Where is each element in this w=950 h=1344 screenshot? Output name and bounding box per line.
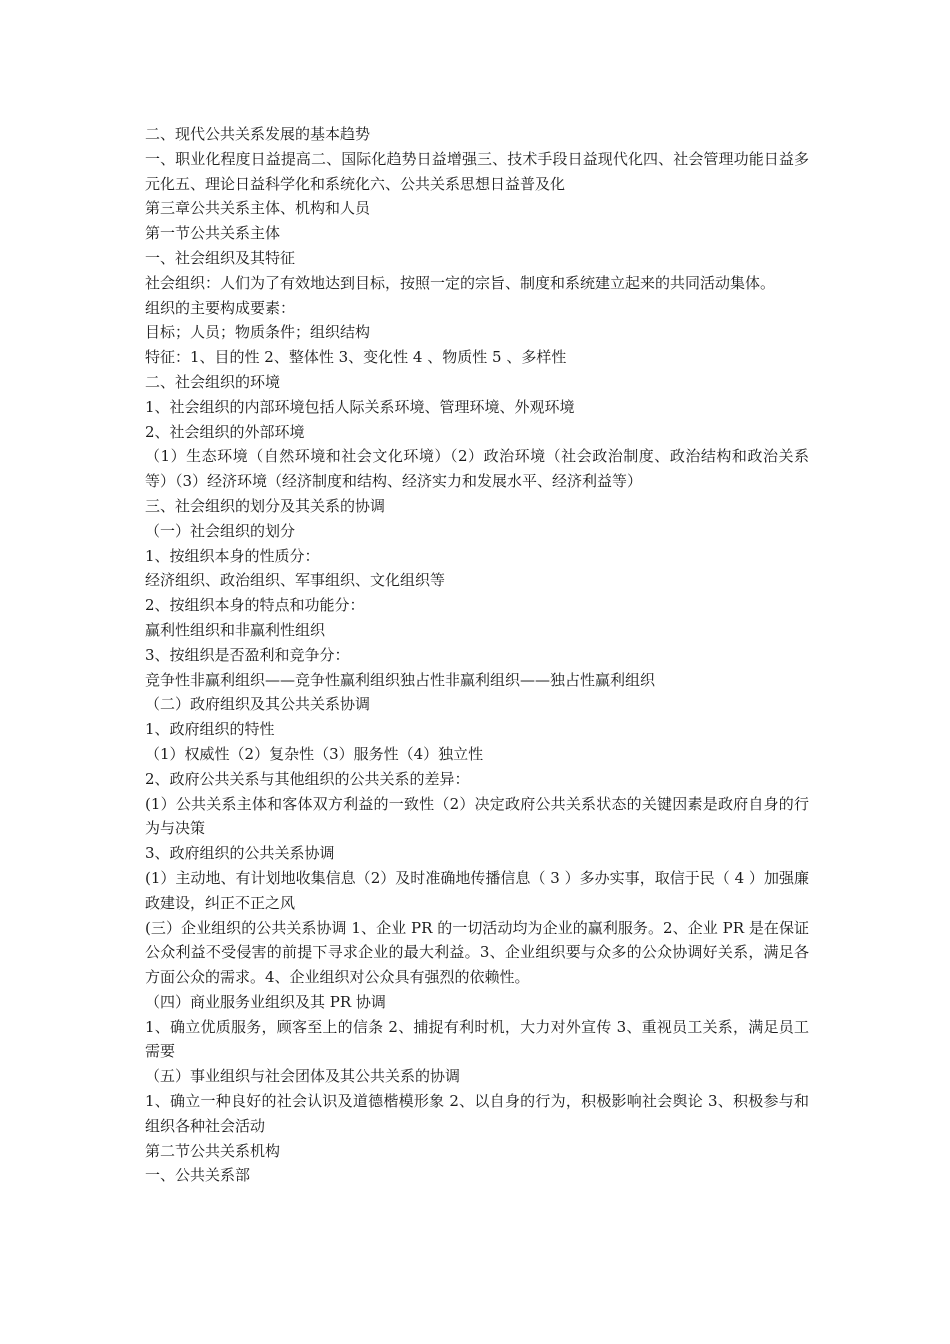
body-text: 特征：1、目的性 2、整体性 3、变化性 4 、物质性 5 、多样性 <box>145 348 567 367</box>
body-text: 1、确立一种良好的社会认识及道德楷模形象 2、以自身的行为，积极影响社会舆论 3、积极参与和组织各种社会活动 <box>145 1092 809 1135</box>
body-text: 赢利性组织和非赢利性组织 <box>145 620 326 639</box>
body-text: 竞争性非赢利组织——竞争性赢利组织独占性非赢利组织——独占性赢利组织 <box>145 670 656 689</box>
document-page <box>145 122 809 1188</box>
body-text: 2、政府公共关系与其他组织的公共关系的差异： <box>145 769 470 788</box>
sub-heading: （二）政府组织及其公共关系协调 <box>145 695 371 714</box>
body-text: 1、确立优质服务，顾客至上的信条 2、捕捉有利时机，大力对外宣传 3、重视员工关系，满足员工需要 <box>145 1017 809 1061</box>
section-title: 第一节公共关系主体 <box>145 224 281 243</box>
subsection-heading: 二、社会组织的环境 <box>145 372 281 391</box>
body-text: 2、社会组织的外部环境 <box>145 422 305 441</box>
section-title: 第二节公共关系机构 <box>145 1141 281 1160</box>
chapter-title: 第三章公共关系主体、机构和人员 <box>145 199 371 218</box>
body-text: 3、按组织是否盈利和竞争分： <box>145 645 350 664</box>
sub-heading: （五）事业组织与社会团体及其公共关系的协调 <box>145 1067 461 1086</box>
definition-paragraph: 社会组织：人们为了有效地达到目标，按照一定的宗旨、制度和系统建立起来的共同活动集体。 <box>145 273 776 292</box>
body-text: (1）公共关系主体和客体双方利益的一致性（2）决定政府公共关系状态的关键因素是政府自身的行为与决策 <box>145 794 809 838</box>
body-text: 1、政府组织的特性 <box>145 720 275 739</box>
sub-heading: （四）商业服务业组织及其 PR 协调 <box>145 992 386 1011</box>
body-text: 1、按组织本身的性质分： <box>145 546 320 565</box>
trend-list: 一、职业化程度日益提高二、国际化趋势日益增强三、技术手段日益现代化四、社会管理功能日益多元化五、理论日益科学化和系统化六、公共关系思想日益普及化 <box>145 149 809 193</box>
body-text: （1）权威性（2）复杂性（3）服务性（4）独立性 <box>145 744 484 763</box>
sub-heading: （一）社会组织的划分 <box>145 521 296 540</box>
section-heading: 二、现代公共关系发展的基本趋势 <box>145 125 371 143</box>
body-text: (1）主动地、有计划地收集信息（2）及时准确地传播信息（ 3 ）多办实事，取信于民（ 4 ）加强廉政建设，纠正不正之风 <box>145 868 809 912</box>
subsection-heading: 三、社会组织的划分及其关系的协调 <box>145 496 386 515</box>
body-text: 经济组织、政治组织、军事组织、文化组织等 <box>145 571 446 590</box>
body-text: 3、政府组织的公共关系协调 <box>145 844 335 863</box>
subsection-heading: 一、社会组织及其特征 <box>145 248 296 267</box>
subsection-heading: 一、公共关系部 <box>145 1166 251 1185</box>
body-text: 目标；人员；物质条件；组织结构 <box>145 323 371 342</box>
body-text: 组织的主要构成要素： <box>145 298 296 317</box>
body-text: 1、社会组织的内部环境包括人际关系环境、管理环境、外观环境 <box>145 397 575 416</box>
body-text: （1）生态环境（自然环境和社会文化环境）（2）政治环境（社会政治制度、政治结构和政治关系等）（3）经济环境（经济制度和结构、经济实力和发展水平、经济利益等） <box>145 447 809 491</box>
body-text: (三）企业组织的公共关系协调 1、企业 PR 的一切活动均为企业的赢利服务。2、企业 PR 是在保证公众利益不受侵害的前提下寻求企业的最大利益。3、企业组织要与众多的公众协调好关系，满足各方面公众的需求。4、企业组织对公众具有强烈的依赖性。 <box>145 918 809 987</box>
body-text: 2、按组织本身的特点和功能分： <box>145 596 365 615</box>
